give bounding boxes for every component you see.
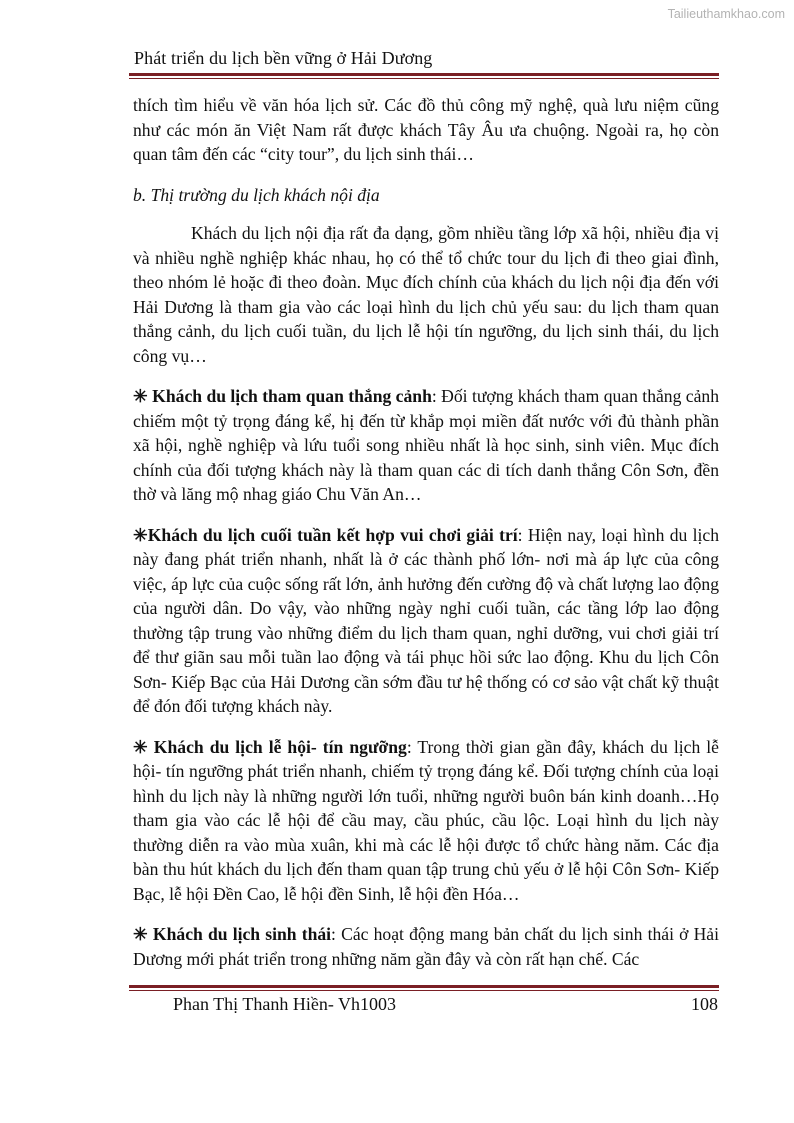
- paragraph-domestic-market: Khách du lịch nội địa rất đa dạng, gồm nhiều tầng lớp xã hội, nhiều địa vị và nhiều nghề nghiệp khác nhau, họ có thể tổ chức tour du lịch đi theo giai đình, theo nhóm lẻ hoặc đi theo đoàn. Mục đích chính của khách du lịch nội địa đến với Hải Dương là tham gia vào các loại hình du lịch chủ yếu sau: du lịch tham quan thắng cảnh, du lịch cuối tuần, du lịch lễ hội tín ngưỡng, du lịch sinh thái, du lịch công vụ…: [133, 223, 719, 366]
- bullet-lead: Khách du lịch cuối tuần kết hợp vui chơi giải trí: [147, 524, 518, 545]
- header-rule-thin: [129, 78, 719, 79]
- bullet-text: : Các hoạt động mang bản chất du lịch sinh thái ở Hải Dương mới phát triển trong những năm gần đây và còn rất hạn chế. Các: [133, 924, 719, 969]
- bullet-weekend: [133, 523, 719, 719]
- header-rule-thick: [129, 73, 719, 76]
- paragraph-continuation: thích tìm hiểu về văn hóa lịch sử. Các đồ thủ công mỹ nghệ, quà lưu niệm cũng như các món ăn Việt Nam rất được khách Tây Âu ưa chuộng. Ngoài ra, họ còn quan tâm đến các “city tour”, du lịch sinh thái…: [133, 95, 719, 164]
- bullet-festival: [133, 735, 719, 907]
- asterisk-bullet-icon: ✳: [133, 386, 148, 406]
- running-header-title: Phát triển du lịch bền vững ở Hải Dương: [134, 48, 433, 68]
- asterisk-bullet-icon: ✳: [133, 524, 148, 545]
- footer-rule-thin: [129, 990, 719, 991]
- section-subheading: b. Thị trường du lịch khách nội địa: [133, 184, 380, 205]
- bullet-text: : Đối tượng khách tham quan thắng cảnh chiếm một tỷ trọng đáng kể, hị đến từ khắp mọi miền đất nước với đủ thành phần xã hội, nghề nghiệp và lứu tuổi song nhiều nhất là học sinh, sinh viên. Mục đích chính của đối tượng khách này là tham quan các di tích danh thắng Côn Sơn, đền thờ và lăng mộ nhag giáo Chu Văn An…: [133, 386, 720, 504]
- bullet-lead: Khách du lịch lễ hội- tín ngưỡng: [153, 736, 407, 757]
- asterisk-bullet-icon: ✳: [133, 736, 148, 757]
- page-body: [133, 93, 719, 971]
- asterisk-bullet-icon: ✳: [133, 924, 148, 944]
- footer-author: Phan Thị Thanh Hiền- Vh1003: [173, 994, 396, 1014]
- bullet-text: : Hiện nay, loại hình du lịch này đang phát triển nhanh, nhất là ở các thành phố lớn- nơi mà áp lực của công việc, áp lực của cuộc sống rất lớn, ảnh hưởng đến cường độ và chất lượng lao động của người dân. Do vậy, vào những ngày nghỉ cuối tuần, các tầng lớp lao động thường tập trung vào những điểm du lịch tham quan, nghỉ dưỡng, vui chơi giải trí để thư giãn sau mỗi tuần lao động và tái phục hồi sức lao động. Khu du lịch Côn Sơn- Kiếp Bạc của Hải Dương cần sớm đầu tư hệ thống có cơ sảo vật chất kỹ thuật để đón đối tượng khách này.: [133, 524, 719, 716]
- page-number: 108: [691, 994, 718, 1014]
- bullet-text: : Trong thời gian gần đây, khách du lịch lễ hội- tín ngưỡng phát triển nhanh, chiếm tỷ trọng đáng kể. Đối tượng chính của loại hình du lịch này là những người lớn tuổi, những người buôn bán kinh doanh…Họ tham gia vào các lễ hội để cầu may, cầu phúc, cầu lộc. Loại hình du lịch này thường diễn ra vào mùa xuân, khi mà các lễ hội được tổ chức hàng năm. Các địa bàn thu hút khách du lịch đến tham quan tập trung chủ yếu ở lễ hội Côn Sơn- Kiếp Bạc, lễ hội Đền Cao, lễ hội đền Sinh, lễ hội đền Hóa…: [133, 736, 719, 904]
- bullet-ecotourism: [133, 922, 719, 971]
- bullet-lead: Khách du lịch tham quan thắng cảnh: [152, 386, 432, 406]
- bullet-sightseeing: [133, 384, 719, 507]
- watermark-text: Tailieuthamkhao.com: [667, 7, 785, 21]
- bullet-lead: Khách du lịch sinh thái: [152, 924, 332, 944]
- footer-rule-thick: [129, 985, 719, 988]
